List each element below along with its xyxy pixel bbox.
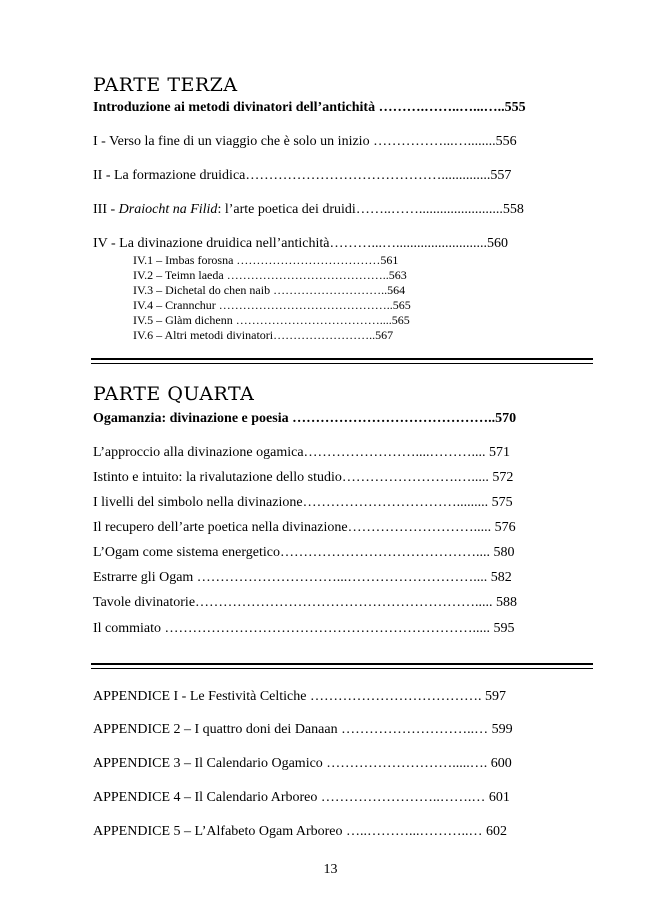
section-divider-thin [91,668,593,669]
toc-entry-part4-7: Tavole divinatorie……………………………………………………..... 588 [93,595,518,610]
toc-entry-prefix: III - [93,202,119,217]
toc-entry-part3-2: II - La formazione druidica……………………………………..............557 [93,168,512,183]
section-divider-thick [91,358,593,360]
toc-appendix-5: APPENDICE 5 – L’Alfabeto Ogam Arboreo …..………...………..… 602 [93,824,508,839]
toc-subentry-6: IV.6 – Altri metodi divinatori……………………..567 [133,328,394,342]
toc-entry-part4-5: L’Ogam come sistema energetico…………………………………….... 580 [93,545,515,560]
toc-appendix-3: APPENDICE 3 – Il Calendario Ogamico ……………………….....…. 600 [93,756,512,771]
toc-entry-part4-6: Estrarre gli Ogam …………………………...……………………….... 582 [93,570,512,585]
toc-entry-part4-8: Il commiato …………………………………………………………..... 595 [93,621,515,636]
section-divider-thin [91,363,593,364]
toc-entry-rest: : l’arte poetica dei druidi……..……........................558 [217,202,524,217]
toc-subentry-2: IV.2 – Teimn laeda …………………………………..563 [133,268,407,282]
part3-title: PARTE TERZA [93,74,238,96]
toc-appendix-1: APPENDICE I - Le Festività Celtiche ………………………………. 597 [93,689,506,704]
toc-entry-part4-2: Istinto e intuito: la rivalutazione dello studio…………………….…..... 572 [93,470,514,485]
section-divider-thick [91,663,593,665]
toc-entry-part3-3 [93,202,524,218]
toc-entry-part4-3: I livelli del simbolo nella divinazione……………………………......... 575 [93,495,513,510]
toc-subentry-4: IV.4 – Crannchur ……………………………………..565 [133,298,411,312]
toc-subentry-3: IV.3 – Dichetal do chen naib ………………………..564 [133,283,406,297]
toc-entry-part3-4: IV - La divinazione druidica nell’antichità………...…..........................560 [93,236,508,251]
toc-subentry-5: IV.5 – Glàm dichenn ………………………………....565 [133,313,410,327]
part3-intro-entry: Introduzione ai metodi divinatori dell’antichità ……….……..…...…..555 [93,100,526,115]
toc-appendix-4: APPENDICE 4 – Il Calendario Arboreo ……………………..…….… 601 [93,790,510,805]
part4-intro-entry: Ogamanzia: divinazione e poesia ……………………………………..570 [93,411,517,426]
toc-entry-part3-1: I - Verso la fine di un viaggio che è solo un inizio ……………...…........556 [93,134,517,149]
page-number: 13 [323,862,338,877]
part4-title: PARTE QUARTA [93,383,255,405]
toc-appendix-2: APPENDICE 2 – I quattro doni dei Danaan ………………………..… 599 [93,722,513,737]
toc-subentry-1: IV.1 – Imbas forosna ………………………………561 [133,253,399,267]
toc-entry-italic-title: Draiocht na Filid [118,202,218,217]
toc-entry-part4-1: L’approccio alla divinazione ogamica……………………....……….... 571 [93,445,511,460]
toc-entry-part4-4: Il recupero dell’arte poetica nella divinazione………………………..... 576 [93,520,516,535]
